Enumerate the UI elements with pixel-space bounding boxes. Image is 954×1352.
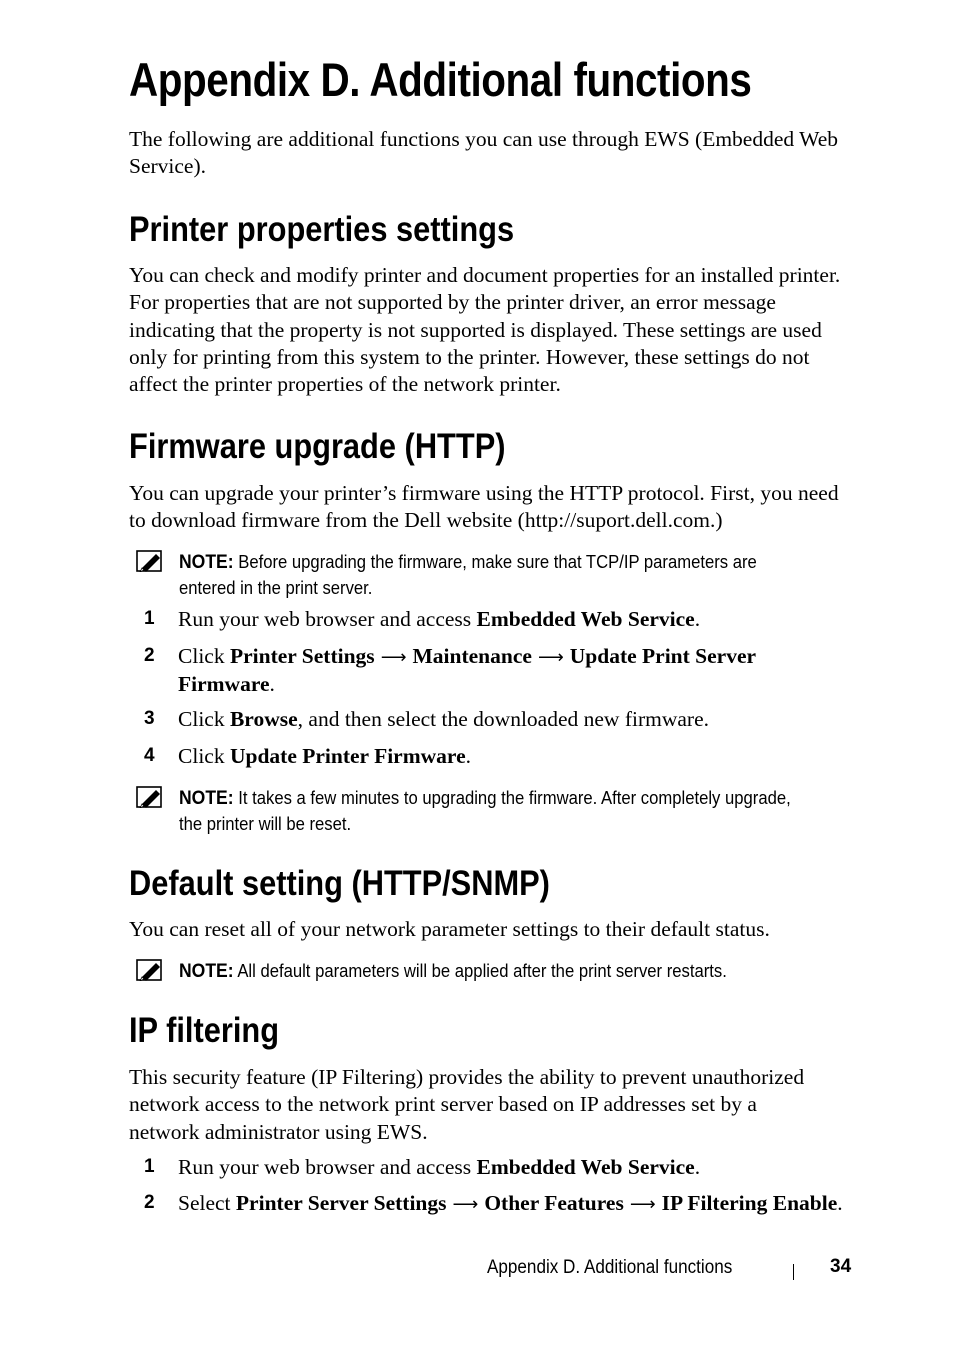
arrow-right-icon: ⟶	[629, 1194, 656, 1215]
arrow-right-icon: ⟶	[380, 647, 407, 668]
menu-path-2: Maintenance	[412, 644, 532, 668]
step-bold-term: Embedded Web Service	[476, 607, 695, 631]
arrow-right-icon: ⟶	[537, 647, 564, 668]
step-bold-term: Update Printer Firmware	[229, 744, 466, 768]
step-text: Click Update Printer Firmware.	[178, 744, 471, 768]
step-number: 2	[144, 1192, 155, 1213]
arrow-right-icon: ⟶	[452, 1194, 479, 1215]
note-text	[179, 549, 800, 600]
note-pencil-icon	[136, 959, 164, 981]
step-number: 3	[144, 708, 155, 729]
default-setting-paragraph: You can reset all of your network parameter settings to their default status.	[129, 917, 770, 941]
footer-section-title: Appendix D. Additional functions	[487, 1257, 733, 1278]
step-bold-term: Browse	[229, 707, 298, 731]
firmware-paragraph: You can upgrade your printer’s firmware using the HTTP protocol. First, you need to download firmware from the Dell website (http://suport.dell.com.)	[129, 481, 839, 533]
step-text: Select Printer Server Settings ⟶ Other Features ⟶ IP Filtering Enable.	[178, 1190, 878, 1218]
footer-divider	[793, 1264, 794, 1280]
heading-ip-filtering: IP filtering	[129, 1011, 280, 1050]
note-body: Before upgrading the firmware, make sure that TCP/IP parameters are entered in the print server.	[179, 551, 757, 598]
heading-default-setting: Default setting (HTTP/SNMP)	[129, 864, 550, 903]
page-title: Appendix D. Additional functions	[129, 53, 752, 106]
intro-paragraph: The following are additional functions you can use through EWS (Embedded Web Service).	[129, 127, 838, 179]
heading-printer-properties: Printer properties settings	[129, 210, 515, 249]
step-text: Run your web browser and access Embedded Web Service.	[178, 1155, 701, 1179]
note-text	[179, 785, 800, 836]
step-text: Run your web browser and access Embedded Web Service.	[178, 607, 701, 631]
ip-filtering-paragraph: This security feature (IP Filtering) provides the ability to prevent unauthorized network access to the network print server based on IP addresses set by a network administrator using EWS.	[129, 1065, 805, 1144]
menu-path-3: Update Print Server Firmware	[178, 644, 756, 697]
note-body: All default parameters will be applied after the print server restarts.	[237, 960, 727, 981]
menu-path-1: Printer Settings	[229, 644, 375, 668]
step-text: Click Browse, and then select the downloaded new firmware.	[178, 707, 709, 731]
heading-firmware-upgrade: Firmware upgrade (HTTP)	[129, 427, 506, 466]
note-label: NOTE:	[179, 787, 234, 809]
step-number: 1	[144, 1156, 155, 1177]
step-number: 4	[144, 745, 155, 766]
footer-page-number: 34	[830, 1256, 852, 1277]
step-bold-term: Embedded Web Service	[476, 1155, 695, 1179]
menu-path-1: Printer Server Settings	[235, 1191, 447, 1215]
note-body: It takes a few minutes to upgrading the firmware. After completely upgrade, the printer will be reset.	[179, 787, 791, 834]
printer-properties-paragraph: You can check and modify printer and document properties for an installed printer. For properties that are not supported by the printer driver, an error message indicating that the property is not supported is displayed. These settings are used only for printing from this system to the printer. However, these settings do not affect the printer properties of the network printer.	[129, 263, 841, 397]
menu-path-3: IP Filtering Enable	[661, 1191, 838, 1215]
step-number: 1	[144, 608, 155, 629]
step-number: 2	[144, 645, 155, 666]
note-text	[179, 958, 800, 984]
note-pencil-icon	[136, 550, 164, 572]
step-text: Click Printer Settings ⟶ Maintenance ⟶ Update Print Server Firmware.	[178, 644, 756, 697]
note-label: NOTE:	[179, 960, 234, 982]
note-pencil-icon	[136, 786, 164, 808]
note-label: NOTE:	[179, 551, 234, 573]
menu-path-2: Other Features	[484, 1191, 624, 1215]
